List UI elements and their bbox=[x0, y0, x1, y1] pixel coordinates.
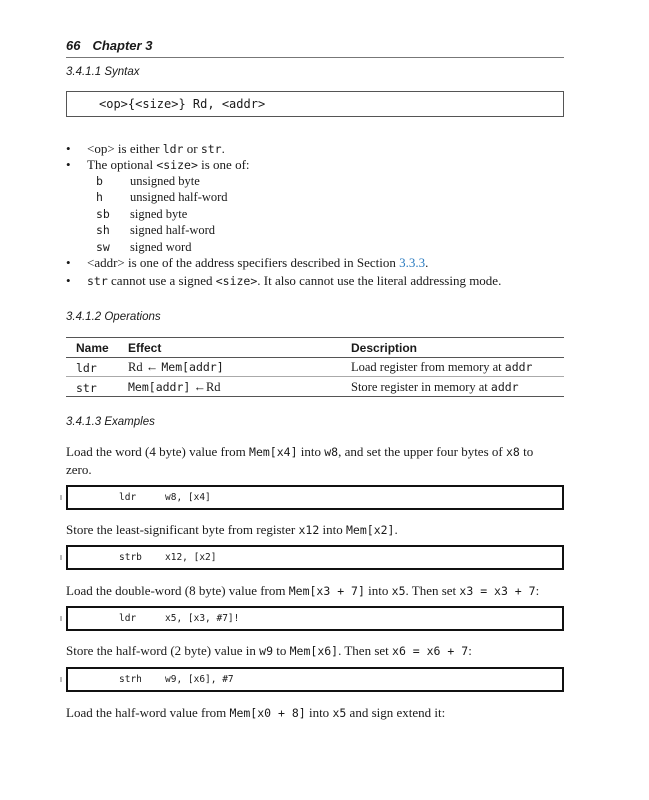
desc-text: and sign extend it: bbox=[346, 705, 446, 720]
table-rule bbox=[66, 357, 564, 358]
bullet-dot: • bbox=[66, 273, 71, 288]
desc-text: into bbox=[305, 705, 333, 720]
desc-code: Mem[x4] bbox=[249, 445, 298, 459]
margin-tick bbox=[60, 495, 62, 500]
op-name: str bbox=[76, 381, 97, 395]
bullet-text: <op> is either bbox=[87, 141, 163, 156]
effect-code: Mem[addr] bbox=[128, 380, 191, 394]
desc-text: : bbox=[535, 583, 540, 598]
code-opcode: strb bbox=[119, 552, 142, 563]
left-arrow-icon: ← bbox=[193, 380, 206, 394]
size-desc: unsigned byte bbox=[130, 174, 200, 188]
desc-text: Store the half-word (2 byte) value in bbox=[66, 643, 260, 658]
desc-code: x5 bbox=[391, 584, 406, 598]
table-rule bbox=[66, 376, 564, 377]
desc-code: Mem[x6] bbox=[289, 644, 339, 658]
desc-text: . Then set bbox=[338, 643, 393, 658]
description-code: addr bbox=[504, 360, 533, 374]
op-description bbox=[351, 380, 519, 395]
desc-text: Load the word (4 byte) value from bbox=[66, 444, 250, 459]
section-link[interactable]: 3.3.3 bbox=[399, 255, 426, 270]
bullet-text: . It also cannot use the literal addressing mode. bbox=[257, 273, 502, 288]
bullet-text: is one of: bbox=[197, 157, 250, 172]
syntax-heading: 3.4.1.1 Syntax bbox=[66, 66, 140, 78]
desc-code: Mem[x0 + 8] bbox=[229, 706, 306, 720]
margin-tick bbox=[60, 555, 62, 560]
example-description bbox=[66, 521, 556, 539]
code-example bbox=[66, 667, 564, 692]
desc-text: Load the half-word value from bbox=[66, 705, 230, 720]
code-operands: w8, [x4] bbox=[165, 492, 211, 503]
bullet-code: str bbox=[200, 142, 222, 156]
desc-text: into bbox=[319, 522, 346, 537]
examples-heading: 3.4.1.3 Examples bbox=[66, 416, 155, 428]
margin-tick bbox=[60, 616, 62, 621]
bullet-text: <addr> is one of the address specifiers described in Section bbox=[87, 255, 400, 270]
size-desc: signed word bbox=[130, 240, 192, 254]
description-code: addr bbox=[490, 380, 519, 394]
size-key: b bbox=[96, 174, 103, 188]
bullet-dot: • bbox=[66, 255, 71, 270]
desc-text: . bbox=[394, 522, 398, 537]
bullet-dot: • bbox=[66, 141, 71, 156]
desc-text: , and set the upper four bytes of bbox=[338, 444, 506, 459]
desc-code: x12 bbox=[298, 523, 320, 537]
bullet-code: <size> bbox=[215, 274, 258, 288]
bullet-code: ldr bbox=[162, 142, 184, 156]
op-effect bbox=[128, 360, 224, 375]
desc-code: x8 bbox=[505, 445, 520, 459]
code-example bbox=[66, 485, 564, 510]
description-text: Load register from memory at bbox=[351, 360, 505, 374]
bullet-dot: • bbox=[66, 157, 71, 172]
syntax-form: <op>{<size>} Rd, <addr> bbox=[99, 97, 266, 111]
bullet-text: cannot use a signed bbox=[107, 273, 216, 288]
column-header-name: Name bbox=[76, 341, 109, 355]
effect-code: Mem[addr] bbox=[161, 360, 224, 374]
desc-code: x6 = x6 + 7 bbox=[392, 644, 469, 658]
page-number: 66 bbox=[66, 38, 81, 53]
op-effect bbox=[128, 380, 221, 395]
chapter-title: Chapter 3 bbox=[92, 38, 153, 53]
size-desc: signed half-word bbox=[130, 223, 216, 237]
bullet-code: str bbox=[87, 274, 108, 288]
column-header-effect: Effect bbox=[128, 341, 162, 355]
code-opcode: strh bbox=[119, 674, 142, 685]
effect-text: Rd bbox=[128, 360, 143, 374]
table-rule bbox=[66, 337, 564, 338]
syntax-box bbox=[66, 91, 564, 117]
desc-text: into bbox=[364, 583, 392, 598]
bullet-text: . bbox=[221, 141, 225, 156]
size-key: sh bbox=[96, 223, 110, 237]
left-arrow-icon: ← bbox=[145, 360, 159, 374]
code-opcode: ldr bbox=[119, 613, 137, 624]
bullet-text: The optional bbox=[87, 157, 157, 172]
desc-text: to zero. bbox=[66, 444, 534, 477]
desc-text: to bbox=[273, 643, 290, 658]
description-text: Store register in memory at bbox=[351, 380, 491, 394]
example-description bbox=[66, 582, 556, 600]
code-example bbox=[66, 606, 564, 631]
column-header-description: Description bbox=[351, 341, 418, 355]
example-description bbox=[66, 642, 556, 660]
size-key: sb bbox=[96, 207, 110, 221]
code-operands: x5, [x3, #7]! bbox=[165, 613, 240, 624]
desc-code: Mem[x3 + 7] bbox=[288, 584, 365, 598]
desc-code: x5 bbox=[332, 706, 347, 720]
size-key: sw bbox=[96, 240, 110, 254]
table-rule bbox=[66, 396, 564, 397]
desc-text: Load the double-word (8 byte) value from bbox=[66, 583, 289, 598]
running-header bbox=[66, 37, 564, 58]
size-desc: signed byte bbox=[130, 207, 188, 221]
code-operands: w9, [x6], #7 bbox=[165, 674, 234, 685]
size-key: h bbox=[96, 190, 103, 204]
bullet-text: . bbox=[425, 255, 429, 270]
size-desc: unsigned half-word bbox=[130, 190, 228, 204]
effect-text: Rd bbox=[205, 380, 221, 394]
code-opcode: ldr bbox=[119, 492, 137, 503]
op-name: ldr bbox=[76, 361, 97, 375]
desc-text: . Then set bbox=[405, 583, 460, 598]
margin-tick bbox=[60, 677, 62, 682]
desc-code: w9 bbox=[259, 644, 273, 658]
desc-text: Store the least-significant byte from register bbox=[66, 522, 299, 537]
bullet-text: or bbox=[183, 141, 201, 156]
desc-code: x3 = x3 + 7 bbox=[459, 584, 536, 598]
desc-code: Mem[x2] bbox=[346, 523, 395, 537]
desc-code: w8 bbox=[324, 445, 339, 459]
example-description bbox=[66, 443, 556, 479]
code-operands: x12, [x2] bbox=[165, 552, 217, 563]
op-description bbox=[351, 360, 532, 375]
desc-text: : bbox=[468, 643, 472, 658]
code-example bbox=[66, 545, 564, 570]
example-description bbox=[66, 704, 556, 722]
operations-heading: 3.4.1.2 Operations bbox=[66, 311, 161, 323]
desc-text: into bbox=[297, 444, 325, 459]
bullet-code: <size> bbox=[156, 158, 198, 172]
